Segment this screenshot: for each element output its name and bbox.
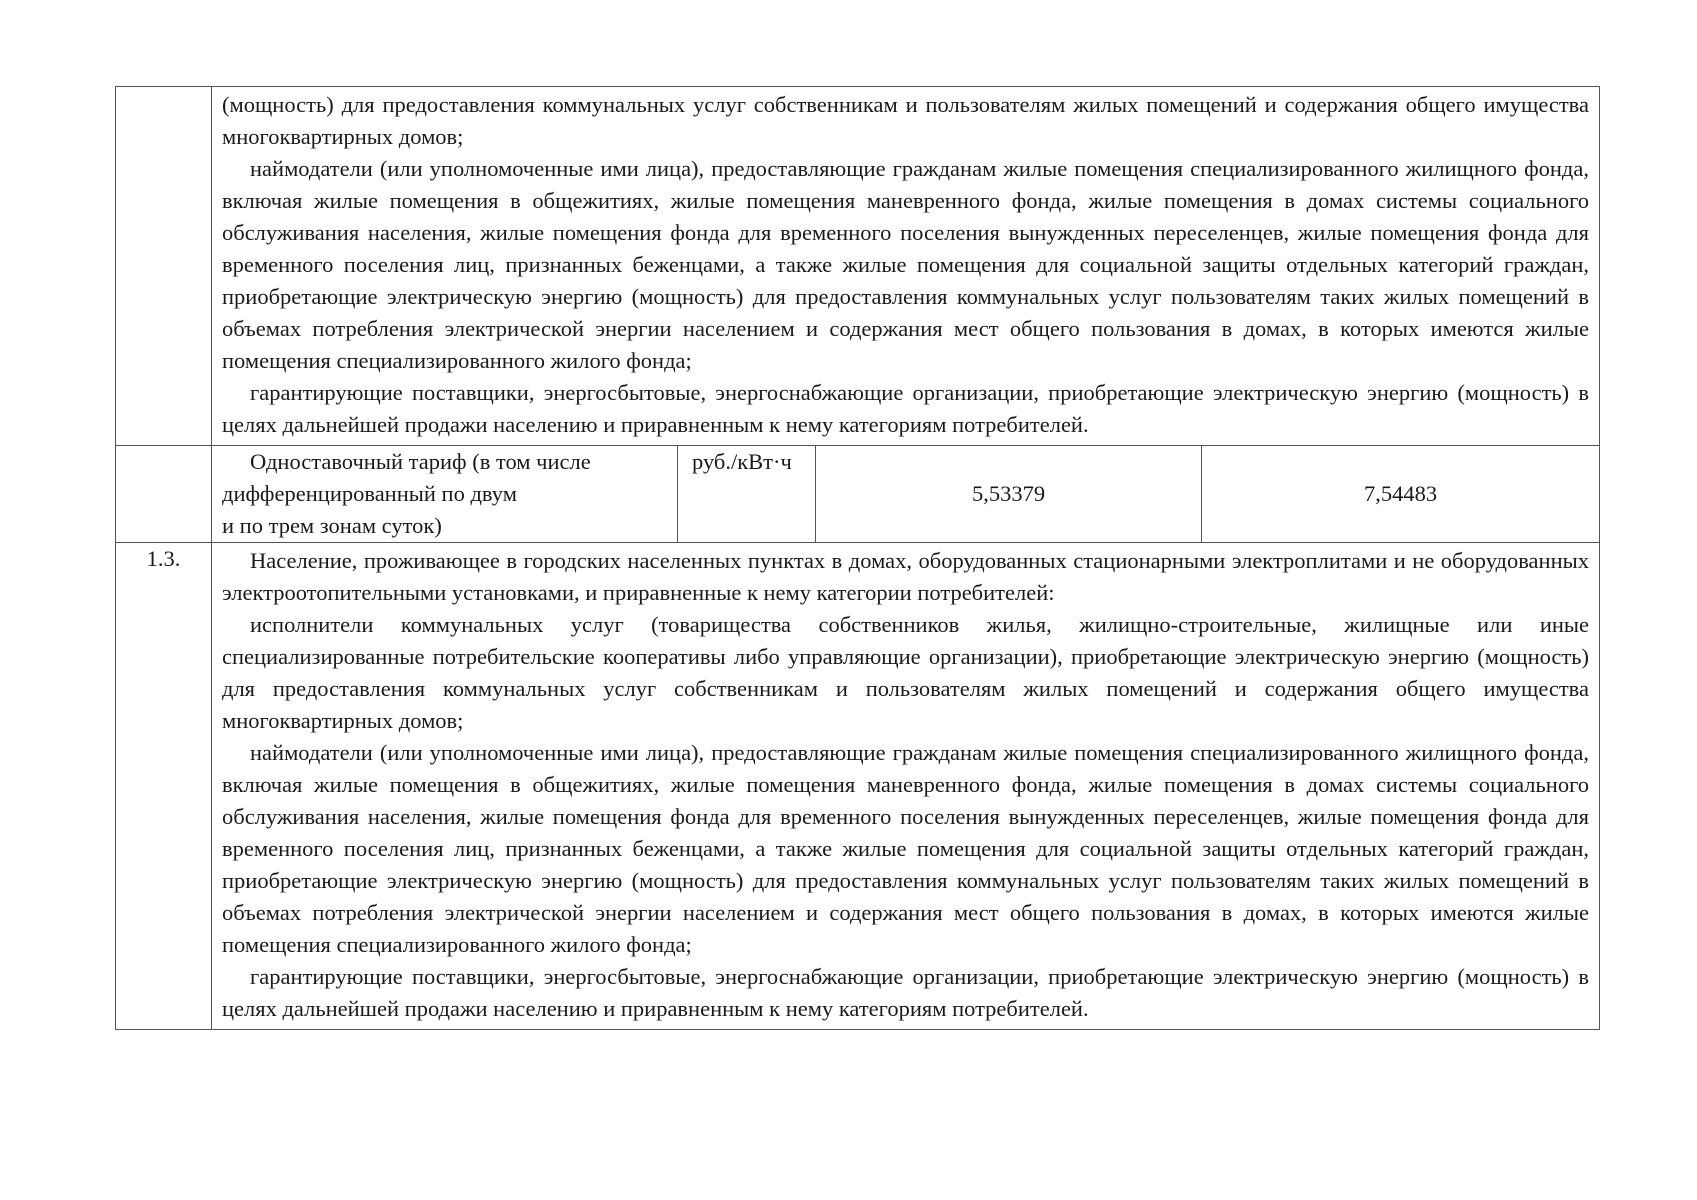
description-paragraph: наймодатели (или уполномоченные ими лица), предоставляющие гражданам жилые помещения специализированного жилищного фонда, включая жилые помещения в общежитиях, жилые помещения маневренного фонда, жилые помещения в домах системы социального обслуживания населения, жилые помещения фонда для временного поселения вынужденных переселенцев, жилые помещения фонда для временного поселения лиц, признанных беженцами, а также жилые помещения для социальной защиты отдельных категорий граждан, приобретающие электрическую энергию (мощность) для предоставления коммунальных услуг пользователям таких жилых помещений в объемах потребления электрической энергии населением и содержания мест общего пользования в домах, в которых имеются жилые помещения специализированного жилого фонда; xyxy=(222,740,1589,957)
description-paragraph: гарантирующие поставщики, энергосбытовые, энергоснабжающие организации, приобретающие электрическую энергию (мощность) в целях дальнейшей продажи населению и приравненным к нему категориям потребителей. xyxy=(222,380,1589,437)
tariff-name-line: дифференцированный по двум xyxy=(222,481,517,506)
consumer-description-cell xyxy=(212,543,1600,1030)
row-number-cell xyxy=(116,446,212,543)
description-paragraph: (мощность) для предоставления коммунальных услуг собственникам и пользователям жилых помещений и содержания общего имущества многоквартирных домов; xyxy=(222,92,1589,149)
row-number-cell: 1.3. xyxy=(116,543,212,1030)
table-row-section-1-3 xyxy=(116,543,1600,1030)
tariff-name-cell xyxy=(212,446,678,543)
consumer-description-cell xyxy=(212,87,1600,446)
tariff-value-2-cell: 7,54483 xyxy=(1202,446,1600,543)
table-row-prev-section xyxy=(116,87,1600,446)
tariff-name-line: и по трем зонам суток) xyxy=(222,513,442,538)
table-row-tariff xyxy=(116,446,1600,543)
description-paragraph: Население, проживающее в городских населенных пунктах в домах, оборудованных стационарными электроплитами и не оборудованных электроотопительными установками, и приравненные к нему категории потребителей: xyxy=(222,548,1589,605)
tariff-value-1-cell: 5,53379 xyxy=(816,446,1202,543)
tariff-name-line: Одноставочный тариф (в том числе xyxy=(250,449,591,474)
row-number-cell xyxy=(116,87,212,446)
description-paragraph: исполнители коммунальных услуг (товарищества собственников жилья, жилищно-строительные, жилищные или иные специализированные потребительские кооперативы либо управляющие организации), приобретающие электрическую энергию (мощность) для предоставления коммунальных услуг собственникам и пользователям жилых помещений и содержания общего имущества многоквартирных домов; xyxy=(222,612,1589,733)
tariff-table xyxy=(115,86,1600,1030)
description-paragraph: наймодатели (или уполномоченные ими лица), предоставляющие гражданам жилые помещения специализированного жилищного фонда, включая жилые помещения в общежитиях, жилые помещения маневренного фонда, жилые помещения в домах системы социального обслуживания населения, жилые помещения фонда для временного поселения вынужденных переселенцев, жилые помещения фонда для временного поселения лиц, признанных беженцами, а также жилые помещения для социальной защиты отдельных категорий граждан, приобретающие электрическую энергию (мощность) для предоставления коммунальных услуг пользователям таких жилых помещений в объемах потребления электрической энергии населением и содержания мест общего пользования в домах, в которых имеются жилые помещения специализированного жилого фонда; xyxy=(222,156,1589,373)
description-paragraph: гарантирующие поставщики, энергосбытовые, энергоснабжающие организации, приобретающие электрическую энергию (мощность) в целях дальнейшей продажи населению и приравненным к нему категориям потребителей. xyxy=(222,964,1589,1021)
tariff-unit-cell: руб./кВт·ч xyxy=(678,446,816,543)
